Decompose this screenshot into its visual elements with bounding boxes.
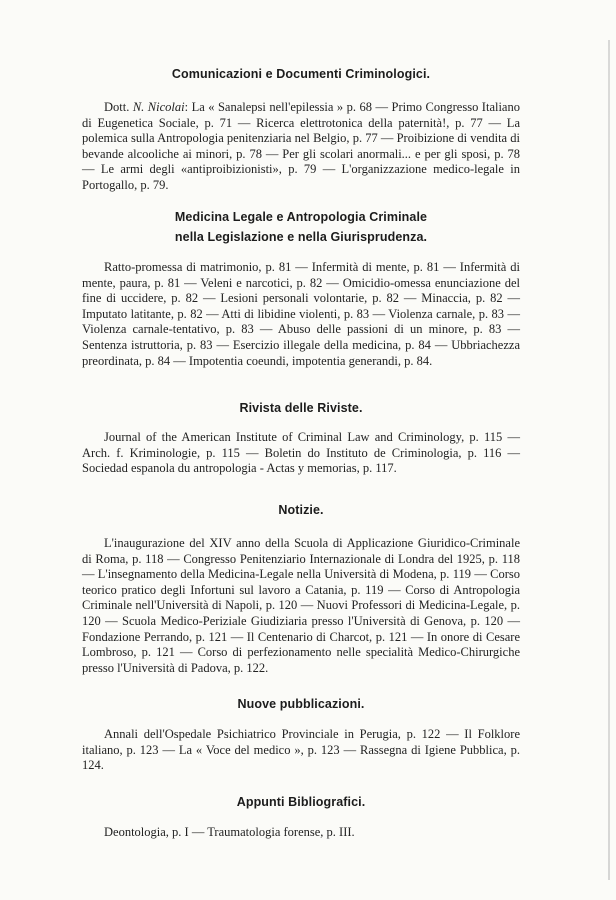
section-heading-line1: Medicina Legale e Antropologia Criminale: [174, 210, 428, 224]
author-name: N. Nicolai: [132, 100, 185, 114]
section-heading: Nuove pubblicazioni.: [237, 697, 365, 711]
section-body: Deontologia, p. I — Traumatologia forense, p. III.: [104, 825, 355, 839]
section-heading-line2: nella Legislazione e nella Giurisprudenza.: [174, 230, 428, 244]
section-notizie: [82, 500, 520, 676]
section-medicina-legale: [82, 207, 520, 369]
body-text: : La « Sanalepsi nell'epilessia » p. 68 — Primo Congresso Italiano di Eugenetica Sociale, p. 71 — Ricerca elettrotonica della paternità!, p. 77 — La polemica sulla Antropologia penitenziaria nel Belgio, p. 77 — Proibizione di vendita di bevande alcooliche ai minori, p. 78 — Per gli scolari anormali... e per gli sposi, p. 78 — Le armi degli «antiproibizionisti», p. 79 — L'organizzazione medico-legale in Portogallo, p. 79.: [82, 100, 520, 192]
section-heading: Appunti Bibliografici.: [236, 795, 366, 809]
section-heading: Comunicazioni e Documenti Criminologici.: [171, 67, 431, 81]
section-rivista-riviste: [82, 398, 520, 477]
section-body: [82, 100, 520, 194]
author-prefix: Dott.: [104, 100, 133, 114]
section-nuove-pubblicazioni: [82, 694, 520, 774]
section-body: Annali dell'Ospedale Psichiatrico Provinciale in Perugia, p. 122 — Il Folklore italiano, p. 123 — La « Voce del medico », p. 123 — Rassegna di Igiene Pubblica, p. 124.: [82, 727, 520, 773]
section-comunicazioni: [82, 64, 520, 194]
section-heading: Rivista delle Riviste.: [239, 401, 363, 415]
section-appunti-bibliografici: [82, 792, 520, 841]
page-edge-shadow: [608, 40, 610, 880]
section-heading: Notizie.: [278, 503, 324, 517]
section-body: Ratto-promessa di matrimonio, p. 81 — Infermità di mente, p. 81 — Infermità di mente, paura, p. 81 — Veleni e narcotici, p. 82 — Omicidio-omessa enunciazione del fine di uccidere, p. 82 — Lesioni personali volontarie, p. 82 — Minaccia, p. 82 — Imputato latitante, p. 82 — Atti di libidine violenti, p. 83 — Violenza carnale, p. 83 — Violenza carnale-tentativo, p. 83 — Abuso delle passioni di un minore, p. 83 — Sentenza istruttoria, p. 83 — Esercizio illegale della medicina, p. 84 — Ubbriachezza preordinata, p. 84 — Impotentia coeundi, impotentia generandi, p. 84.: [82, 260, 520, 368]
section-body: L'inaugurazione del XIV anno della Scuola di Applicazione Giuridico-Criminale di Roma, p. 118 — Congresso Penitenziario Internazionale di Londra del 1925, p. 118 — L'insegnamento della Medicina-Legale nella Università di Modena, p. 119 — Corso teorico pratico degli Infortuni sul lavoro a Catania, p. 119 — Corso di Antropologia Criminale nell'Università di Napoli, p. 120 — Nuovi Professori di Medicina-Legale, p. 120 — Scuola Medico-Periziale Giudiziaria presso l'Università di Genova, p. 120 — Fondazione Perrando, p. 121 — Il Centenario di Charcot, p. 121 — In onore di Cesare Lombroso, p. 121 — Corso di perfezionamento nelle specialità Medico-Chirurgiche presso l'Università di Padova, p. 122.: [82, 536, 520, 675]
section-body: Journal of the American Institute of Criminal Law and Criminology, p. 115 — Arch. f. Kriminologie, p. 115 — Boletin do Instituto de Criminologia, p. 116 — Sociedad espanola du antropologia - Actas y memorias, p. 117.: [82, 430, 520, 476]
